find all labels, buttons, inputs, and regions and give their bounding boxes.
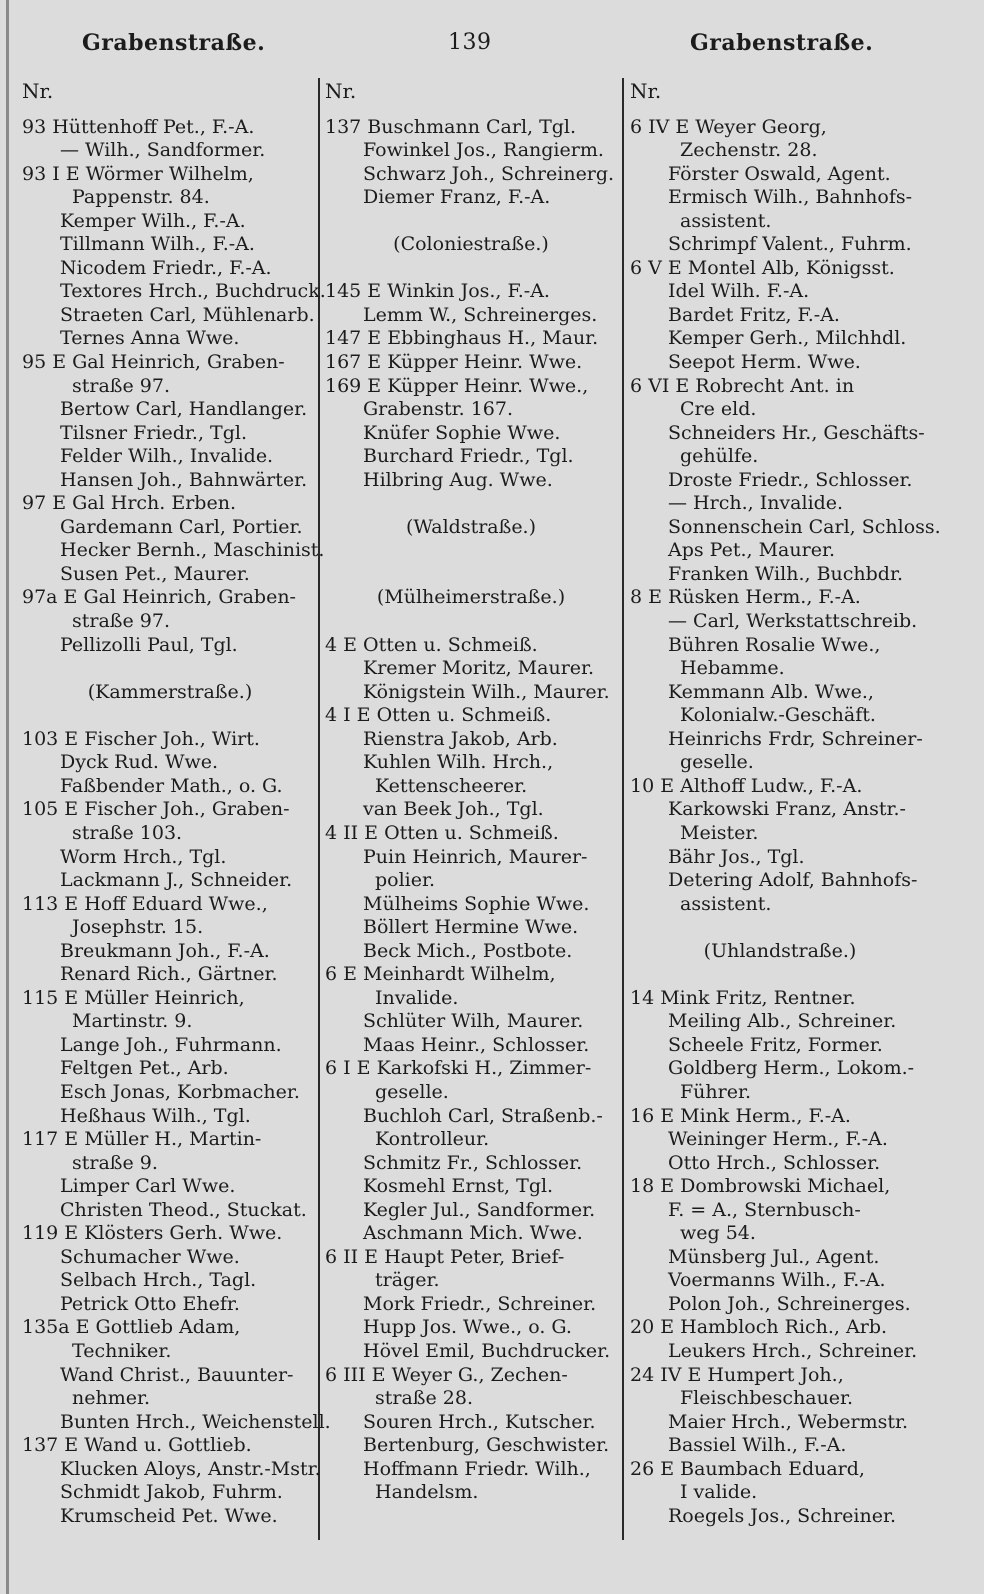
entry-continuation: Fowinkel Jos., Rangierm. [363, 139, 604, 162]
entry-continuation: Idel Wilh. F.-A. [668, 280, 810, 303]
page-number: 139 [448, 30, 492, 55]
entry-continuation: Schwarz Joh., Schreinerg. [363, 162, 615, 185]
entry-continuation: Limper Carl Wwe. [60, 1175, 236, 1198]
entry-continuation: Handelsm. [375, 1481, 479, 1504]
entry-continuation: Gardemann Carl, Portier. [60, 515, 303, 538]
entry-continuation: Franken Wilh., Buchbdr. [668, 562, 904, 585]
entry-continuation: Straeten Carl, Mühlenarb. [60, 303, 315, 326]
entry-continuation: I valide. [680, 1481, 758, 1504]
nr-label: Nr. [630, 79, 662, 103]
entry-continuation: Bertenburg, Geschwister. [363, 1434, 610, 1457]
nr-label: Nr. [22, 79, 54, 103]
entry-continuation: Hupp Jos. Wwe., o. G. [363, 1316, 572, 1339]
entry-continuation: — Carl, Werkstattschreib. [668, 610, 918, 633]
entry-continuation: Kosmehl Ernst, Tgl. [363, 1175, 554, 1198]
entry-continuation: Christen Theod., Stuckat. [60, 1198, 307, 1221]
entry-continuation: Fleischbeschauer. [680, 1387, 854, 1410]
entry-continuation: Lackmann J., Schneider. [60, 869, 293, 892]
entry-line: 169 E Küpper Heinr. Wwe., [325, 374, 589, 397]
entry-line: 167 E Küpper Heinr. Wwe. [325, 351, 583, 374]
entry-line: 8 E Rüsken Herm., F.-A. [630, 586, 861, 609]
entry-line: 113 E Hoff Eduard Wwe., [22, 892, 268, 915]
entry-continuation: Scheele Fritz, Former. [668, 1033, 883, 1056]
entry-line: 105 E Fischer Joh., Graben- [22, 798, 290, 821]
entry-continuation: Hecker Bernh., Maschinist. [60, 539, 325, 562]
entry-continuation: Textores Hrch., Buchdruck. [60, 280, 326, 303]
entry-continuation: Kegler Jul., Sandformer. [363, 1198, 596, 1221]
entry-continuation: Heßhaus Wilh., Tgl. [60, 1104, 251, 1127]
entry-line: 93 Hüttenhoff Pet., F.-A. [22, 115, 255, 138]
entry-line: 95 E Gal Heinrich, Graben- [22, 351, 285, 374]
entry-continuation: Meiling Alb., Schreiner. [668, 1010, 897, 1033]
entry-continuation: Dyck Rud. Wwe. [60, 751, 219, 774]
entry-continuation: Bähr Jos., Tgl. [668, 845, 805, 868]
entry-continuation: Kremer Moritz, Maurer. [363, 657, 595, 680]
entry-line: 145 E Winkin Jos., F.-A. [325, 280, 550, 303]
column-2 [325, 80, 617, 1505]
entry-continuation: Breukmann Joh., F.-A. [60, 939, 270, 962]
entry-continuation: Schrimpf Valent., Fuhrm. [668, 233, 912, 256]
entry-continuation: Kemmann Alb. Wwe., [668, 680, 874, 703]
entry-continuation: Bassiel Wilh., F.-A. [668, 1434, 847, 1457]
nr-label: Nr. [325, 79, 357, 103]
entry-continuation: straße 103. [72, 821, 183, 844]
entry-continuation: Förster Oswald, Agent. [668, 162, 891, 185]
entry-continuation: Felder Wilh., Invalide. [60, 445, 274, 468]
entry-continuation: Roegels Jos., Schreiner. [668, 1504, 896, 1527]
entry-continuation: nehmer. [72, 1387, 151, 1410]
entry-continuation: Führer. [680, 1080, 752, 1103]
entry-line: 6 V E Montel Alb, Königsst. [630, 256, 895, 279]
entry-continuation: — Wilh., Sandformer. [60, 139, 266, 162]
entry-continuation: Hilbring Aug. Wwe. [363, 468, 553, 491]
entry-line: 117 E Müller H., Martin- [22, 1128, 262, 1151]
entry-continuation: Otto Hrch., Schlosser. [668, 1151, 881, 1174]
entry-continuation: Rienstra Jakob, Arb. [363, 727, 558, 750]
entry-continuation: F. = A., Sternbusch- [668, 1198, 861, 1221]
blank-line [325, 539, 617, 563]
entry-continuation: Aschmann Mich. Wwe. [363, 1222, 583, 1245]
entry-continuation: Goldberg Herm., Lokom.- [668, 1057, 915, 1080]
entry-continuation: Bardet Fritz, F.-A. [668, 303, 840, 326]
entry-continuation: Droste Friedr., Schlosser. [668, 468, 913, 491]
entry-continuation: Cre eld. [680, 398, 757, 421]
entry-continuation: Lange Joh., Fuhrmann. [60, 1033, 282, 1056]
entry-continuation: Bertow Carl, Handlanger. [60, 398, 308, 421]
entry-continuation: Zechenstr. 28. [680, 139, 818, 162]
entry-continuation: Petrick Otto Ehefr. [60, 1292, 240, 1315]
blank-line [630, 963, 930, 987]
entry-continuation: Königstein Wilh., Maurer. [363, 680, 610, 703]
blank-line [22, 657, 318, 681]
entry-line: 6 E Meinhardt Wilhelm, [325, 963, 556, 986]
entry-continuation: Pappenstr. 84. [72, 186, 210, 209]
entry-line: 97 E Gal Hrch. Erben. [22, 492, 236, 515]
entry-line: 26 E Baumbach Eduard, [630, 1457, 865, 1480]
section-heading: (Coloniestraße.) [393, 233, 549, 256]
entry-continuation: Tillmann Wilh., F.-A. [60, 233, 255, 256]
entry-continuation: Kettenscheerer. [375, 774, 528, 797]
blank-line [325, 610, 617, 634]
entry-continuation: Faßbender Math., o. G. [60, 774, 283, 797]
entry-continuation: Hoffmann Friedr. Wilh., [363, 1457, 591, 1480]
entry-continuation: Voermanns Wilh., F.-A. [668, 1269, 886, 1292]
blank-line [22, 704, 318, 728]
entry-continuation: Josephstr. 15. [72, 916, 204, 939]
entry-continuation: Susen Pet., Maurer. [60, 562, 250, 585]
header-left-title: Grabenstraße. [82, 30, 266, 56]
entry-line: 6 I E Karkofski H., Zimmer- [325, 1057, 592, 1080]
entry-continuation: Seepot Herm. Wwe. [668, 351, 861, 374]
entry-continuation: Buchloh Carl, Straßenb.- [363, 1104, 603, 1127]
blank-line [325, 563, 617, 587]
entry-continuation: Ternes Anna Wwe. [60, 327, 240, 350]
entry-continuation: Puin Heinrich, Maurer- [363, 845, 588, 868]
entry-line: 147 E Ebbinghaus H., Maur. [325, 327, 599, 350]
blank-line [325, 492, 617, 516]
blank-line [325, 210, 617, 234]
entry-continuation: Sonnenschein Carl, Schloss. [668, 515, 941, 538]
entry-continuation: Pellizolli Paul, Tgl. [60, 633, 238, 656]
entry-line: 16 E Mink Herm., F.-A. [630, 1104, 851, 1127]
entry-line: 4 II E Otten u. Schmeiß. [325, 821, 559, 844]
entry-continuation: Schneiders Hr., Geschäfts- [668, 421, 925, 444]
entry-line: 137 Buschmann Carl, Tgl. [325, 115, 577, 138]
entry-line: 6 IV E Weyer Georg, [630, 115, 827, 138]
entry-continuation: Detering Adolf, Bahnhofs- [668, 869, 918, 892]
entry-continuation: straße 9. [72, 1151, 158, 1174]
section-heading: (Mülheimerstraße.) [376, 586, 566, 609]
column-3 [630, 79, 941, 1528]
entry-continuation: Polon Joh., Schreinerges. [668, 1292, 911, 1315]
entry-continuation: Maas Heinr., Schlosser. [363, 1033, 590, 1056]
entry-continuation: Feltgen Pet., Arb. [60, 1057, 229, 1080]
entry-continuation: van Beek Joh., Tgl. [363, 798, 544, 821]
page-edge [6, 0, 9, 1594]
entry-continuation: Nicodem Friedr., F.-A. [60, 256, 272, 279]
entry-line: 97a E Gal Heinrich, Graben- [22, 586, 296, 609]
entry-continuation: Kuhlen Wilh. Hrch., [363, 751, 554, 774]
entry-line: 119 E Klösters Gerh. Wwe. [22, 1222, 283, 1245]
entry-continuation: Tilsner Friedr., Tgl. [60, 421, 247, 444]
entry-continuation: Münsberg Jul., Agent. [668, 1245, 880, 1268]
entry-continuation: Hövel Emil, Buchdrucker. [363, 1339, 611, 1362]
entry-continuation: Weininger Herm., F.-A. [668, 1128, 888, 1151]
entry-continuation: Lemm W., Schreinerges. [363, 303, 598, 326]
entry-line: 6 III E Weyer G., Zechen- [325, 1363, 568, 1386]
blank-line [630, 916, 930, 940]
entry-continuation: Leukers Hrch., Schreiner. [668, 1339, 918, 1362]
entry-continuation: Kemper Wilh., F.-A. [60, 209, 246, 232]
entry-continuation: Bühren Rosalie Wwe., [668, 633, 881, 656]
entry-line: 135a E Gottlieb Adam, [22, 1316, 241, 1339]
entry-continuation: Schmitz Fr., Schlosser. [363, 1151, 583, 1174]
entry-continuation: Karkowski Franz, Anstr.- [668, 798, 906, 821]
entry-continuation: Böllert Hermine Wwe. [363, 916, 579, 939]
entry-line: 4 E Otten u. Schmeiß. [325, 633, 538, 656]
entry-line: 115 E Müller Heinrich, [22, 986, 245, 1009]
entry-line: 14 Mink Fritz, Rentner. [630, 986, 856, 1009]
entry-continuation: Beck Mich., Postbote. [363, 939, 573, 962]
entry-line: 6 II E Haupt Peter, Brief- [325, 1245, 565, 1268]
entry-continuation: Invalide. [375, 986, 459, 1009]
entry-continuation: weg 54. [680, 1222, 756, 1245]
entry-continuation: Krumscheid Pet. Wwe. [60, 1504, 278, 1527]
entry-continuation: Hebamme. [680, 657, 785, 680]
entry-continuation: Kemper Gerh., Milchhdl. [668, 327, 907, 350]
entry-continuation: Knüfer Sophie Wwe. [363, 421, 561, 444]
entry-continuation: straße 97. [72, 610, 170, 633]
entry-line: 18 E Dombrowski Michael, [630, 1175, 891, 1198]
entry-continuation: Esch Jonas, Korbmacher. [60, 1080, 300, 1103]
entry-continuation: Aps Pet., Maurer. [668, 539, 835, 562]
section-heading: (Waldstraße.) [405, 515, 537, 538]
entry-continuation: Wand Christ., Bauunter- [60, 1363, 294, 1386]
entry-continuation: gehülfe. [680, 445, 759, 468]
entry-continuation: Hansen Joh., Bahnwärter. [60, 468, 308, 491]
entry-continuation: Schumacher Wwe. [60, 1245, 240, 1268]
entry-continuation: Grabenstr. 167. [363, 398, 513, 421]
section-heading: (Uhlandstraße.) [703, 939, 857, 962]
entry-line: 93 I E Wörmer Wilhelm, [22, 162, 254, 185]
entry-continuation: assistent. [680, 892, 772, 915]
column-1 [22, 79, 331, 1528]
entry-continuation: polier. [375, 869, 436, 892]
entry-continuation: träger. [375, 1269, 440, 1292]
entry-continuation: Techniker. [72, 1339, 172, 1362]
column-divider [622, 78, 624, 1540]
entry-continuation: Mülheims Sophie Wwe. [363, 892, 590, 915]
entry-continuation: Diemer Franz, F.-A. [363, 186, 551, 209]
entry-line: 10 E Althoff Ludw., F.-A. [630, 774, 863, 797]
entry-continuation: Martinstr. 9. [72, 1010, 193, 1033]
entry-line: 6 VI E Robrecht Ant. in [630, 374, 855, 397]
entry-line: 20 E Hambloch Rich., Arb. [630, 1316, 888, 1339]
blank-line [325, 257, 617, 281]
entry-continuation: geselle. [680, 751, 754, 774]
entry-continuation: Bunten Hrch., Weichenstell. [60, 1410, 331, 1433]
entry-continuation: Klucken Aloys, Anstr.-Mstr. [60, 1457, 321, 1480]
entry-continuation: Schlüter Wilh, Maurer. [363, 1010, 584, 1033]
entry-continuation: Mork Friedr., Schreiner. [363, 1292, 597, 1315]
entry-continuation: straße 97. [72, 374, 170, 397]
entry-line: 4 I E Otten u. Schmeiß. [325, 704, 552, 727]
entry-continuation: Maier Hrch., Webermstr. [668, 1410, 909, 1433]
entry-continuation: Kolonialw.-Geschäft. [680, 704, 876, 727]
entry-continuation: Meister. [680, 821, 759, 844]
header-right-title: Grabenstraße. [690, 30, 874, 56]
entry-continuation: Selbach Hrch., Tagl. [60, 1269, 257, 1292]
entry-continuation: Ermisch Wilh., Bahnhofs- [668, 186, 913, 209]
entry-continuation: Renard Rich., Gärtner. [60, 963, 278, 986]
entry-line: 137 E Wand u. Gottlieb. [22, 1434, 252, 1457]
entry-continuation: Schmidt Jakob, Fuhrm. [60, 1481, 283, 1504]
entry-continuation: Worm Hrch., Tgl. [60, 845, 227, 868]
entry-continuation: Burchard Friedr., Tgl. [363, 445, 574, 468]
entry-continuation: — Hrch., Invalide. [668, 492, 844, 515]
entry-continuation: assistent. [680, 209, 772, 232]
entry-continuation: Kontrolleur. [375, 1128, 490, 1151]
entry-continuation: Souren Hrch., Kutscher. [363, 1410, 596, 1433]
entry-continuation: Heinrichs Frdr, Schreiner- [668, 727, 923, 750]
entry-line: 24 IV E Humpert Joh., [630, 1363, 844, 1386]
section-heading: (Kammerstraße.) [87, 680, 253, 703]
entry-continuation: geselle. [375, 1080, 449, 1103]
entry-line: 103 E Fischer Joh., Wirt. [22, 727, 260, 750]
entry-continuation: straße 28. [375, 1387, 473, 1410]
